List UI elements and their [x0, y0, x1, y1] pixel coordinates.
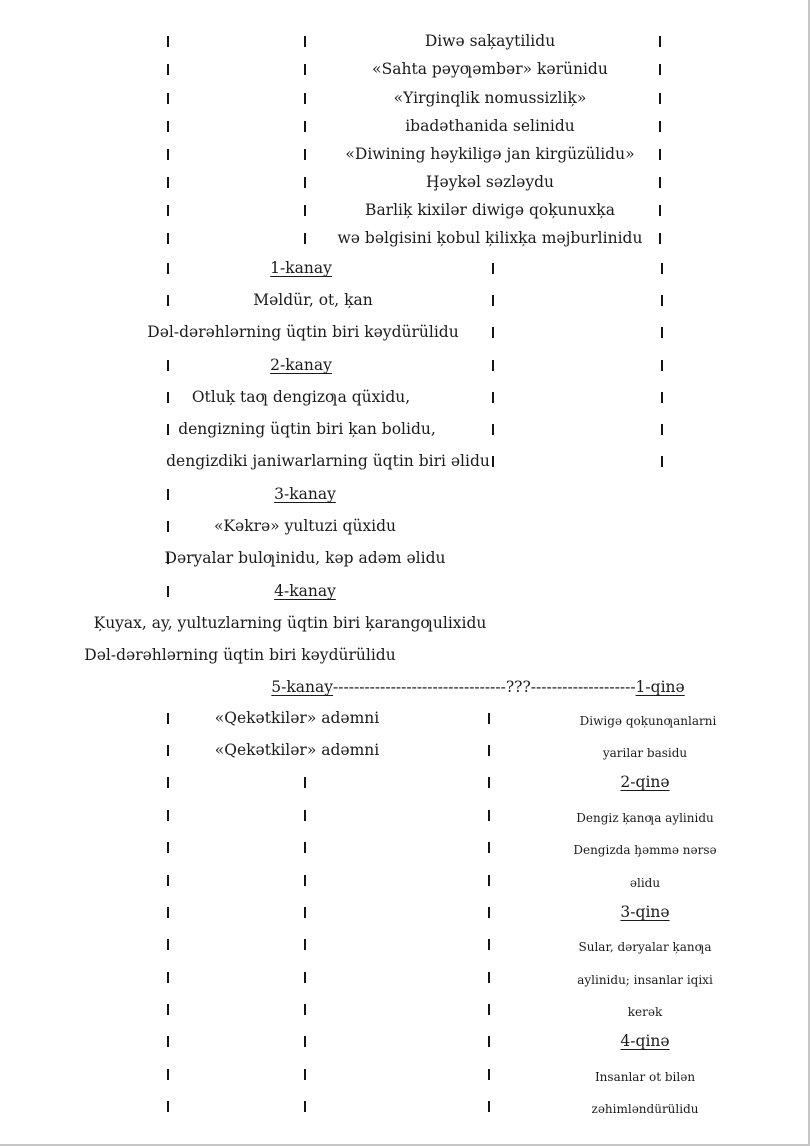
- cell-border-tick: [492, 456, 494, 467]
- cell-border-tick: [304, 842, 306, 853]
- cell-border-tick: [167, 972, 169, 983]
- cell-border-tick: [492, 295, 494, 306]
- cell-border-tick: [488, 777, 490, 788]
- cell-border-tick: [304, 149, 306, 160]
- cell-border-tick: [167, 177, 169, 188]
- kanay2-line: dengizdiki janiwarlarning üqtin biri əlidu: [166, 452, 490, 470]
- text-line: [0, 451, 810, 471]
- text-line: [0, 322, 810, 342]
- kanay3-line: Dəryalar bulƣinidu, kəp adəm əlidu: [164, 549, 446, 567]
- cell-border-tick: [304, 121, 306, 132]
- cell-border-tick: [659, 64, 661, 75]
- text-line: [0, 837, 810, 857]
- kanay4-line: Dəl-dərəhlərning üqtin biri kəydürülidu: [84, 646, 396, 664]
- cell-border-tick: [488, 745, 490, 756]
- cell-border-tick: [167, 586, 169, 597]
- text-line: [0, 708, 810, 728]
- qine4-line: Insanlar ot bilən: [594, 1070, 696, 1084]
- cell-border-tick: [661, 327, 663, 338]
- cell-border-tick: [492, 327, 494, 338]
- cell-border-tick: [304, 875, 306, 886]
- text-line: [0, 200, 810, 220]
- kanay2-line: Otluķ taƣ dengizƣa qüxidu,: [191, 388, 411, 406]
- text-line: [0, 484, 810, 504]
- qine3-line: kerək: [627, 1005, 663, 1019]
- cell-border-tick: [488, 939, 490, 950]
- cell-border-tick: [167, 64, 169, 75]
- cell-border-tick: [304, 1036, 306, 1047]
- divider-dashes: --------------------: [530, 678, 636, 696]
- cell-border-tick: [659, 36, 661, 47]
- kanay4-line: Ķuyax, ay, yultuzlarning üqtin biri ķarangƣulixidu: [93, 614, 487, 632]
- qine2-line: Dengizda ḩəmmə nərsə: [573, 843, 717, 857]
- prophecy-line: Diwə saķaytilidu: [424, 32, 556, 50]
- text-line: [0, 387, 810, 407]
- kanay1-line: Məldür, ot, ķan: [253, 291, 373, 309]
- cell-border-tick: [659, 177, 661, 188]
- text-line: [0, 516, 810, 536]
- cell-border-tick: [492, 392, 494, 403]
- cell-border-tick: [661, 295, 663, 306]
- cell-border-tick: [167, 36, 169, 47]
- cell-border-tick: [167, 1036, 169, 1047]
- cell-border-tick: [661, 360, 663, 371]
- kanay5-line: «Qekətkilər» adəmni: [214, 709, 380, 727]
- cell-border-tick: [167, 1004, 169, 1015]
- cell-border-tick: [167, 939, 169, 950]
- cell-border-tick: [488, 1069, 490, 1080]
- kanay2-line: dengizning üqtin biri ķan bolidu,: [178, 420, 436, 438]
- cell-border-tick: [304, 177, 306, 188]
- qine3-line: Sular, dəryalar ķanƣa: [578, 940, 712, 954]
- prophecy-line: Barliķ kixilər diwigə qoķunuxķa: [365, 201, 615, 219]
- qine3-line: aylinidu; insanlar iqixi: [577, 973, 713, 987]
- cell-border-tick: [488, 972, 490, 983]
- text-line: [0, 740, 810, 760]
- divider-dashes: ---------------------------------: [333, 678, 506, 696]
- prophecy-line: Ḩəykəl səzləydu: [426, 173, 554, 191]
- text-line: [0, 999, 810, 1019]
- cell-border-tick: [167, 1069, 169, 1080]
- divider-question-marks: ???: [505, 678, 531, 696]
- cell-border-tick: [167, 810, 169, 821]
- cell-border-tick: [304, 1069, 306, 1080]
- cell-border-tick: [488, 1004, 490, 1015]
- cell-border-tick: [488, 875, 490, 886]
- kanay4-title: 4-kanay: [274, 582, 336, 600]
- cell-border-tick: [492, 424, 494, 435]
- text-line: [0, 967, 810, 987]
- text-line: [0, 258, 810, 278]
- cell-border-tick: [488, 1036, 490, 1047]
- cell-border-tick: [488, 907, 490, 918]
- cell-border-tick: [488, 1101, 490, 1112]
- cell-border-tick: [661, 456, 663, 467]
- qine3-title: 3-qinə: [620, 903, 670, 921]
- cell-border-tick: [488, 713, 490, 724]
- cell-border-tick: [167, 713, 169, 724]
- text-line: [0, 772, 810, 792]
- cell-border-tick: [304, 972, 306, 983]
- cell-border-tick: [659, 149, 661, 160]
- cell-border-tick: [492, 263, 494, 274]
- cell-border-tick: [659, 121, 661, 132]
- text-line: [0, 548, 810, 568]
- qine4-title: 4-qinə: [620, 1032, 670, 1050]
- cell-border-tick: [167, 295, 169, 306]
- prophecy-line: ibadəthanida selinidu: [405, 117, 575, 135]
- cell-border-tick: [167, 907, 169, 918]
- prophecy-line: «Diwining həykiligə jan kirgüzülidu»: [345, 145, 635, 163]
- cell-border-tick: [304, 1004, 306, 1015]
- text-line: [0, 144, 810, 164]
- cell-border-tick: [167, 205, 169, 216]
- text-line: [0, 290, 810, 310]
- kanay3-title: 3-kanay: [274, 485, 336, 503]
- text-line: [0, 419, 810, 439]
- cell-border-tick: [304, 36, 306, 47]
- qine1-line: yarilar basidu: [602, 746, 688, 760]
- cell-border-tick: [167, 149, 169, 160]
- cell-border-tick: [661, 263, 663, 274]
- cell-border-tick: [167, 875, 169, 886]
- kanay1-line: Dəl-dərəhlərning üqtin biri kəydürülidu: [147, 323, 459, 341]
- prophecy-line: wə bəlgisini ķobul ķilixķa məjburlinidu: [337, 229, 643, 247]
- cell-border-tick: [304, 939, 306, 950]
- text-line: [0, 88, 810, 108]
- text-line: [0, 355, 810, 375]
- cell-border-tick: [167, 233, 169, 244]
- text-line: [0, 228, 810, 248]
- cell-border-tick: [304, 1101, 306, 1112]
- text-line: [0, 645, 810, 665]
- cell-border-tick: [488, 842, 490, 853]
- cell-border-tick: [167, 93, 169, 104]
- qine4-line: zəhimləndürülidu: [591, 1102, 699, 1116]
- cell-border-tick: [167, 392, 169, 403]
- divider-text: [271, 677, 684, 697]
- cell-border-tick: [659, 205, 661, 216]
- text-line: [0, 172, 810, 192]
- cell-border-tick: [304, 777, 306, 788]
- cell-border-tick: [304, 233, 306, 244]
- cell-border-tick: [167, 842, 169, 853]
- text-line: [0, 31, 810, 51]
- cell-border-tick: [167, 424, 169, 435]
- kanay1-title: 1-kanay: [270, 259, 332, 277]
- cell-border-tick: [167, 360, 169, 371]
- text-line: [0, 1031, 810, 1051]
- kanay3-line: «Kəkrə» yultuzi qüxidu: [213, 517, 397, 535]
- text-line: [0, 1096, 810, 1116]
- kanay2-title: 2-kanay: [270, 356, 332, 374]
- text-line: [0, 934, 810, 954]
- qine2-line: əlidu: [629, 876, 661, 890]
- text-line: [0, 805, 810, 825]
- cell-border-tick: [659, 233, 661, 244]
- cell-border-tick: [304, 907, 306, 918]
- prophecy-line: «Yirginqlik nomussizliķ»: [393, 89, 587, 107]
- cell-border-tick: [167, 489, 169, 500]
- cell-border-tick: [661, 392, 663, 403]
- qine2-title: 2-qinə: [620, 773, 670, 791]
- cell-border-tick: [492, 360, 494, 371]
- cell-border-tick: [661, 424, 663, 435]
- prophecy-line: «Sahta pəyƣəmbər» kərünidu: [372, 60, 608, 78]
- cell-border-tick: [488, 810, 490, 821]
- text-line: [0, 59, 810, 79]
- qine2-line: Dengiz ķanƣa aylinidu: [576, 811, 714, 825]
- text-line: [0, 613, 810, 633]
- cell-border-tick: [659, 93, 661, 104]
- text-line: [0, 1064, 810, 1084]
- qine1-title: 1-qinə: [635, 678, 685, 696]
- kanay5-line: «Qekətkilər» adəmni: [214, 741, 380, 759]
- cell-border-tick: [304, 205, 306, 216]
- qine1-line: Diwigə qoķunƣanlarni: [579, 714, 717, 728]
- cell-border-tick: [167, 521, 169, 532]
- cell-border-tick: [167, 121, 169, 132]
- cell-border-tick: [167, 777, 169, 788]
- cell-border-tick: [304, 810, 306, 821]
- divider-line: [0, 677, 810, 697]
- text-line: [0, 116, 810, 136]
- text-line: [0, 870, 810, 890]
- cell-border-tick: [304, 93, 306, 104]
- cell-border-tick: [167, 1101, 169, 1112]
- text-line: [0, 581, 810, 601]
- cell-border-tick: [304, 64, 306, 75]
- cell-border-tick: [167, 745, 169, 756]
- cell-border-tick: [167, 263, 169, 274]
- text-line: [0, 902, 810, 922]
- kanay5-title: 5-kanay: [271, 678, 334, 696]
